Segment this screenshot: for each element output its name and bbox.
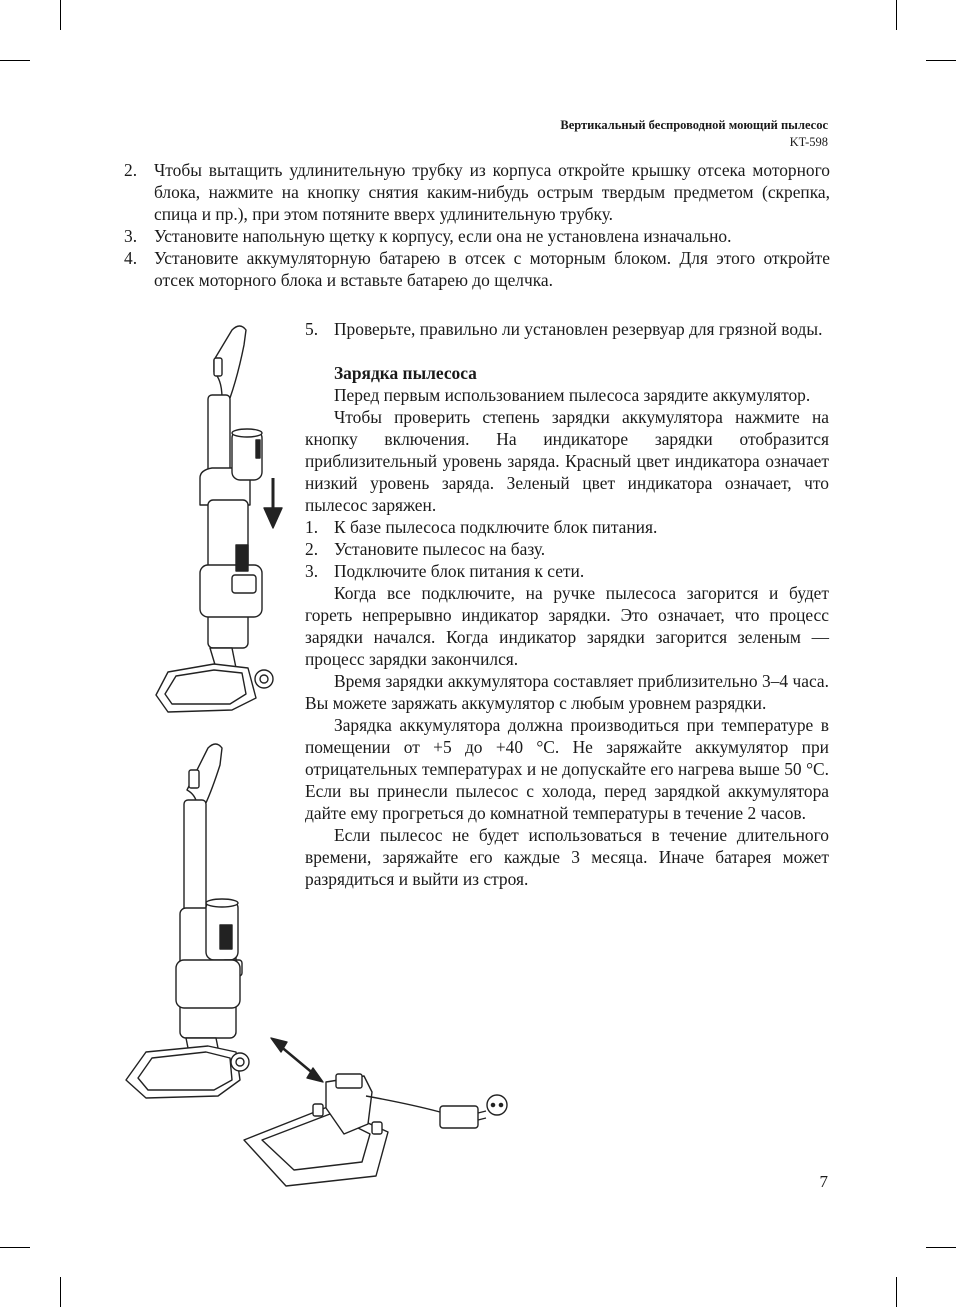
list-text: Чтобы вытащить удлинительную трубку из корпуса откройте крышку отсека моторного блока, нажмите на кнопку снятия каким-нибудь острым твердым предметом (скрепка, спица и пр.), при этом потяните вверх удлинительную трубку. (154, 160, 830, 224)
list-number: 5. (305, 319, 319, 339)
vacuum-on-base-illustration (126, 744, 249, 1098)
list-number: 2. (305, 539, 319, 559)
arrow-down-icon (264, 478, 282, 528)
double-arrow-icon (271, 1038, 323, 1082)
list-text: Установите напольную щетку к корпусу, если она не установлена изначально. (154, 226, 732, 246)
list-text: К базе пылесоса подключите блок питания. (334, 517, 658, 537)
list-text: Подключите блок питания к сети. (334, 561, 585, 581)
running-header-title: Вертикальный беспроводной моющий пылесос (560, 118, 828, 132)
paragraph: Зарядка аккумулятора должна производиться при температуре в помещении от +5 до +40 °C. Не заряжайте аккумулятор при отрицательных температурах и не допускайте его нагрева выше 50 °C. Если вы принесли пылесос с холода, перед зарядкой аккумулятора дайте ему прогреться до комнатной температуры в течение 2 часов. (305, 715, 829, 823)
paragraph: Если пылесос не будет использоваться в течение длительного времени, заряжайте его каждые 3 месяца. Иначе батарея может разрядиться и выйти из строя. (305, 825, 829, 889)
list-number: 3. (305, 561, 319, 581)
power-adapter-illustration (366, 1096, 486, 1128)
paragraph: Когда все подключите, на ручке пылесоса загорится и будет гореть непрерывно индикатор зарядки. Это означает, что процесс зарядки начался. Когда индикатор зарядки загорится зеленым — процесс зарядки закончился. (305, 583, 829, 669)
paragraph: Перед первым использованием пылесоса зарядите аккумулятор. (334, 385, 811, 405)
page-number: 7 (819, 1172, 828, 1191)
list-text: Проверьте, правильно ли установлен резервуар для грязной воды. (334, 319, 823, 339)
vacuum-battery-insertion-illustration (156, 326, 273, 712)
wall-socket-icon (487, 1095, 507, 1115)
section-heading: Зарядка пылесоса (334, 363, 477, 383)
paragraph: Чтобы проверить степень зарядки аккумулятора нажмите на кнопку включения. На индикаторе зарядки отобразится приблизительный уровень заряда. Красный цвет индикатора означает низкий уровень заряда. Зеленый цвет индикатора означает, что пылесос заряжен. (305, 407, 829, 515)
list-number: 3. (124, 226, 138, 246)
paragraph: Время зарядки аккумулятора составляет приблизительно 3–4 часа. Вы можете заряжать аккумулятор с любым уровнем разрядки. (305, 671, 829, 713)
list-text: Установите пылесос на базу. (334, 539, 546, 559)
list-number: 2. (124, 160, 138, 180)
list-number: 1. (305, 517, 319, 537)
list-number: 4. (124, 248, 138, 268)
charging-base-illustration (244, 1074, 388, 1186)
list-text: Установите аккумуляторную батарею в отсек с моторным блоком. Для этого откройте отсек моторного блока и вставьте батарею до щелчка. (154, 248, 830, 290)
running-header-model: KT-598 (789, 135, 828, 149)
